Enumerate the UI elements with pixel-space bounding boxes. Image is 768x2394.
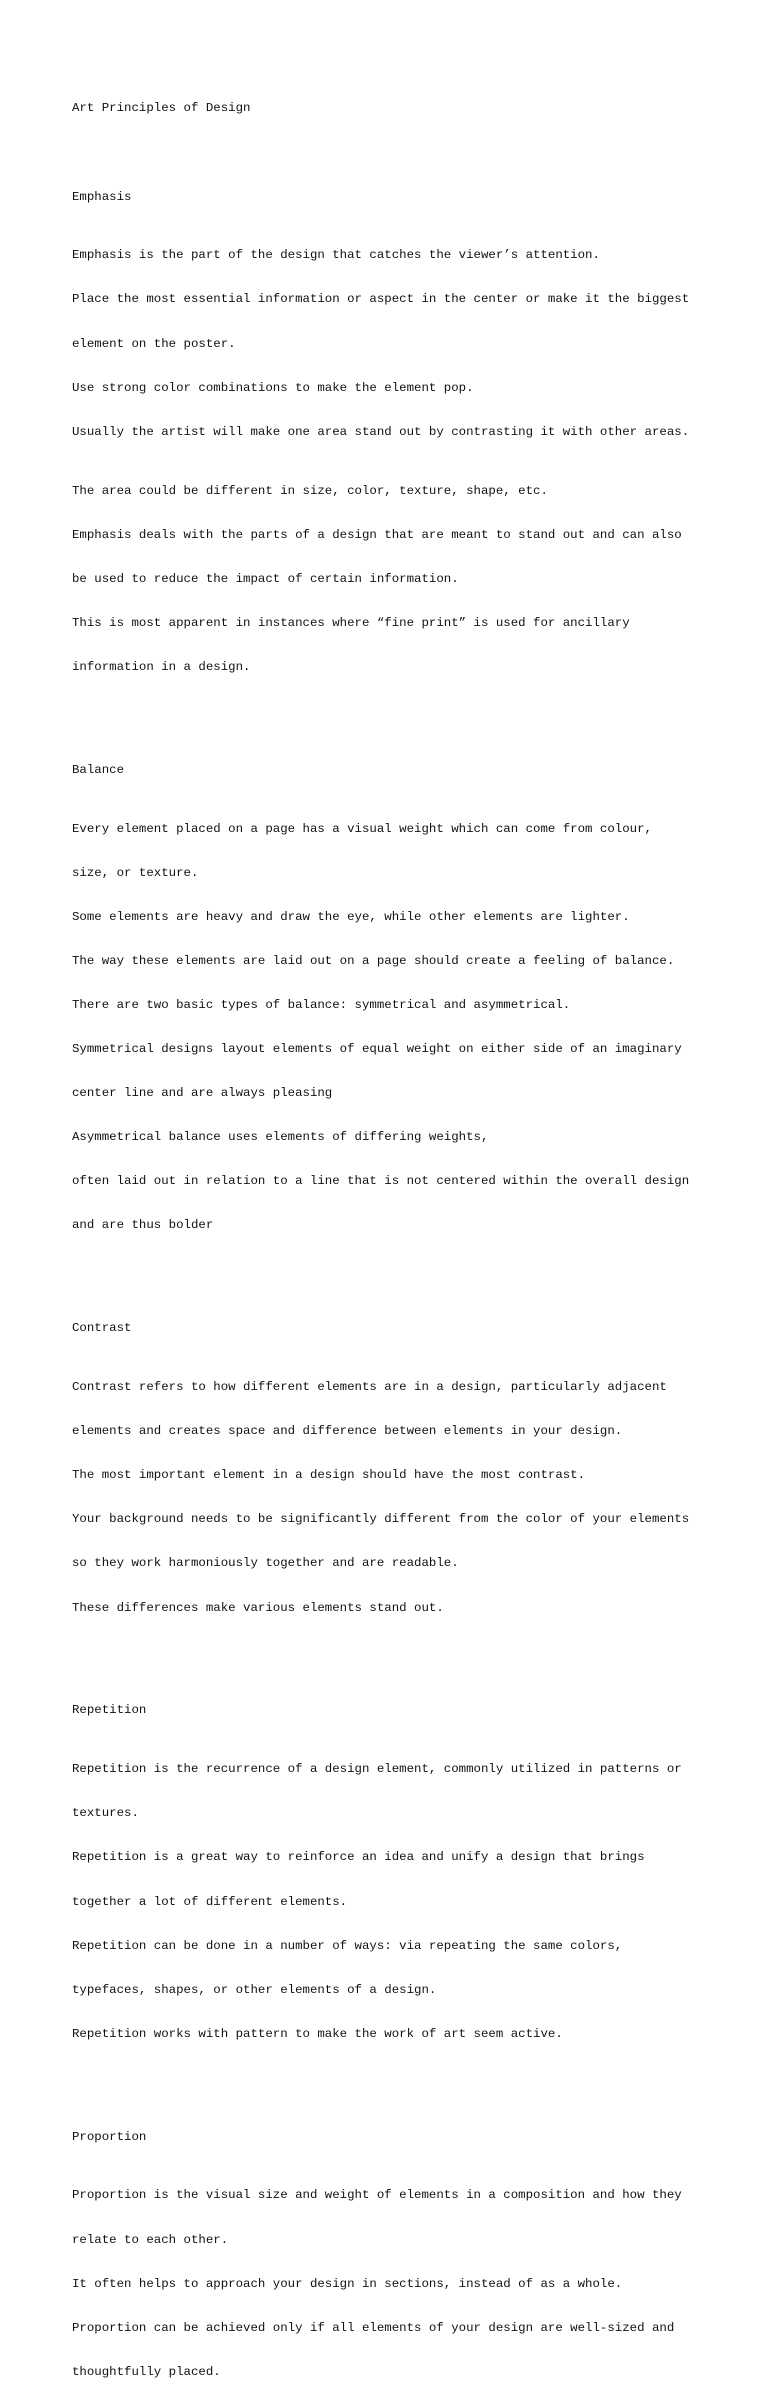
body-line: There are two basic types of balance: symmetrical and asymmetrical. [72,997,571,1012]
body-line: be used to reduce the impact of certain information. [72,571,459,586]
body-line: often laid out in relation to a line that is not centered within the overall design [72,1174,690,1189]
body-line: Symmetrical designs layout elements of equal weight on either side of an imaginary [72,1042,682,1057]
body-line: The most important element in a design should have the most contrast. [72,1468,586,1483]
body-line: thoughtfully placed. [72,2364,221,2379]
body-line: together a lot of different elements. [72,1894,348,1909]
section-heading-emphasis: Emphasis [72,189,132,204]
body-line: and are thus bolder [72,1218,214,1233]
section-heading-repetition: Repetition [72,1703,147,1718]
body-line: Emphasis deals with the parts of a design that are meant to stand out and can also [72,527,682,542]
body-line: Proportion is the visual size and weight of elements in a composition and how they [72,2188,682,2203]
body-line: Emphasis is the part of the design that catches the viewer’s attention. [72,248,600,263]
body-line: textures. [72,1806,139,1821]
body-line: Repetition can be done in a number of ways: via repeating the same colors, [72,1938,623,1953]
body-line: so they work harmoniously together and are readable. [72,1556,459,1571]
body-line: Your background needs to be significantly different from the color of your elements [72,1512,690,1527]
body-line: Repetition works with pattern to make the work of art seem active. [72,2026,563,2041]
body-line: The area could be different in size, color, texture, shape, etc. [72,483,548,498]
section-heading-proportion: Proportion [72,2129,147,2144]
body-line: It often helps to approach your design in sections, instead of as a whole. [72,2276,623,2291]
document-page [72,72,712,2394]
body-line: Use strong color combinations to make the element pop. [72,380,474,395]
body-line: This is most apparent in instances where “fine print” is used for ancillary [72,615,630,630]
body-line: Asymmetrical balance uses elements of differing weights, [72,1130,489,1145]
body-line: element on the poster. [72,336,236,351]
page-title: Art Principles of Design [72,101,251,116]
body-line: typefaces, shapes, or other elements of a design. [72,1982,437,1997]
body-line: Some elements are heavy and draw the eye, while other elements are lighter. [72,909,630,924]
body-line: The way these elements are laid out on a page should create a feeling of balance. [72,953,675,968]
body-line: size, or texture. [72,865,199,880]
body-line: These differences make various elements stand out. [72,1600,444,1615]
body-line: Repetition is a great way to reinforce an idea and unify a design that brings [72,1850,645,1865]
body-line: relate to each other. [72,2232,229,2247]
body-line: information in a design. [72,659,251,674]
body-line: Proportion can be achieved only if all elements of your design are well-sized and [72,2320,675,2335]
body-line: Repetition is the recurrence of a design element, commonly utilized in patterns or [72,1762,682,1777]
body-line: Usually the artist will make one area stand out by contrasting it with other areas. [72,424,690,439]
section-heading-contrast: Contrast [72,1321,132,1336]
body-line: Place the most essential information or aspect in the center or make it the biggest [72,292,690,307]
body-line: Contrast refers to how different elements are in a design, particularly adjacent [72,1380,667,1395]
body-line: Every element placed on a page has a visual weight which can come from colour, [72,821,652,836]
body-line: elements and creates space and difference between elements in your design. [72,1424,623,1439]
section-heading-balance: Balance [72,762,125,777]
body-line: center line and are always pleasing [72,1086,333,1101]
